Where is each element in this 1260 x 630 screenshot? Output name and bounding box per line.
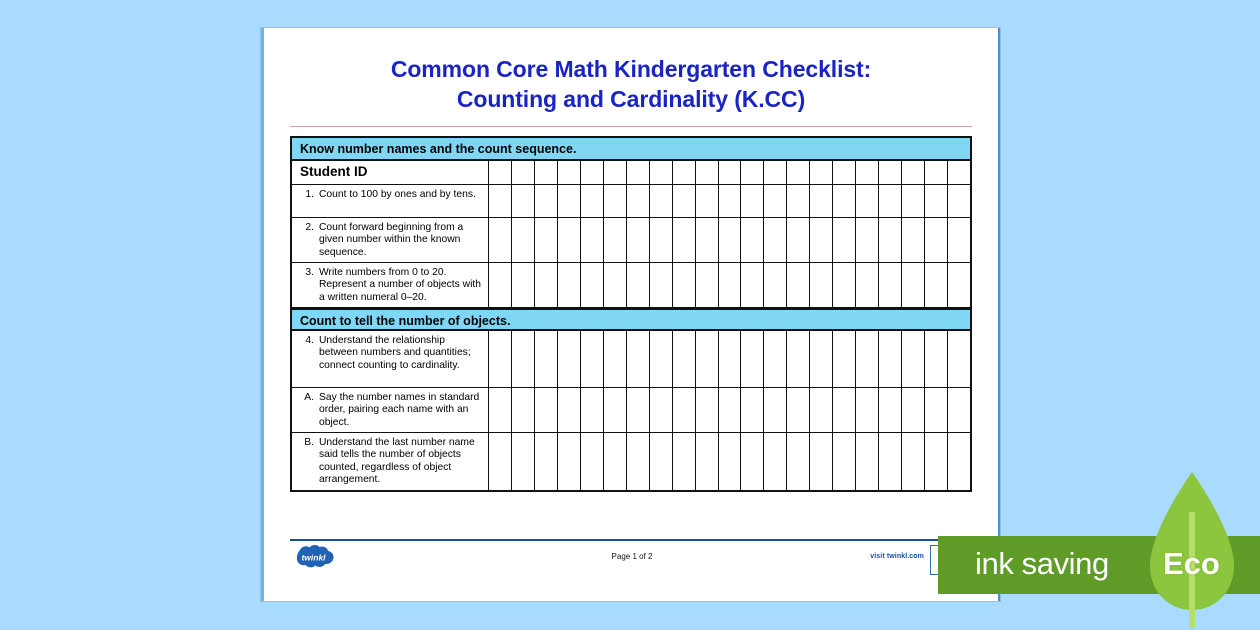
standard-1-number: 1.	[305, 189, 314, 200]
checklist-cell[interactable]	[535, 161, 558, 184]
standard-2-text: Count forward beginning from a given number within the known sequence.	[319, 222, 464, 258]
checklist-cell[interactable]	[627, 185, 650, 217]
checklist-cell[interactable]	[696, 388, 719, 432]
checklist-cell[interactable]	[512, 263, 535, 307]
checklist-cell[interactable]	[535, 331, 558, 387]
checklist-cell[interactable]	[489, 331, 512, 387]
checklist-cell[interactable]	[787, 185, 810, 217]
standard-b-text: Understand the last number name said tells the number of objects counted, regardless of object arrangement.	[319, 437, 475, 486]
checklist-cell[interactable]	[879, 185, 902, 217]
checklist-cell[interactable]	[879, 161, 902, 184]
checklist-cell[interactable]	[719, 331, 742, 387]
title-line-1: Common Core Math Kindergarten Checklist:	[390, 56, 872, 82]
checklist-cell[interactable]	[810, 263, 833, 307]
checklist-cell[interactable]	[925, 331, 948, 387]
checklist-cell[interactable]	[535, 218, 558, 262]
checklist-cell[interactable]	[856, 331, 879, 387]
standard-1-text: Count to 100 by ones and by tens.	[319, 189, 476, 200]
checklist-cell[interactable]	[489, 161, 512, 184]
standard-b-number: B.	[304, 437, 314, 448]
checklist-cell[interactable]	[902, 331, 925, 387]
checklist-cell[interactable]	[558, 331, 581, 387]
checklist-cell[interactable]	[902, 161, 925, 184]
checklist-cell[interactable]	[604, 388, 627, 432]
standard-2-number: 2.	[305, 222, 314, 233]
checklist-cell[interactable]	[650, 433, 673, 490]
checklist-cell[interactable]	[833, 185, 856, 217]
checklist-table	[290, 136, 972, 492]
checklist-cell[interactable]	[856, 263, 879, 307]
visit-link[interactable]: visit twinkl.com	[870, 553, 924, 560]
standard-4-cells	[489, 331, 970, 387]
checklist-cell[interactable]	[650, 185, 673, 217]
checklist-cell[interactable]	[902, 263, 925, 307]
page-footer	[290, 545, 974, 579]
checklist-cell[interactable]	[787, 161, 810, 184]
checklist-cell[interactable]	[512, 331, 535, 387]
checklist-cell[interactable]	[833, 263, 856, 307]
checklist-cell[interactable]	[581, 388, 604, 432]
page-title	[264, 28, 998, 114]
checklist-cell[interactable]	[764, 218, 787, 262]
standard-4-text: Understand the relationship between numbers and quantities; connect counting to cardinality.	[319, 335, 471, 371]
checklist-cell[interactable]	[696, 433, 719, 490]
checklist-cell[interactable]	[764, 433, 787, 490]
checklist-cell[interactable]	[558, 433, 581, 490]
checklist-cell[interactable]	[535, 388, 558, 432]
checklist-cell[interactable]	[948, 263, 970, 307]
section-heading-2: Count to tell the number of objects.	[292, 308, 970, 331]
checklist-cell[interactable]	[948, 185, 970, 217]
footer-divider	[290, 539, 972, 541]
checklist-cell[interactable]	[719, 218, 742, 262]
checklist-cell[interactable]	[787, 388, 810, 432]
checklist-cell[interactable]	[673, 218, 696, 262]
checklist-cell[interactable]	[764, 388, 787, 432]
checklist-cell[interactable]	[902, 185, 925, 217]
table-row-standard-4	[292, 331, 970, 388]
checklist-cell[interactable]	[489, 263, 512, 307]
checklist-cell[interactable]	[741, 218, 764, 262]
checklist-cell[interactable]	[810, 433, 833, 490]
title-line-2: Counting and Cardinality (K.CC)	[456, 86, 806, 112]
checklist-cell[interactable]	[787, 218, 810, 262]
checklist-cell[interactable]	[902, 388, 925, 432]
checklist-cell[interactable]	[741, 263, 764, 307]
checklist-cell[interactable]	[925, 161, 948, 184]
standard-a-text: Say the number names in standard order, pairing each name with an object.	[319, 392, 480, 428]
standard-3-cells	[489, 263, 970, 307]
checklist-cell[interactable]	[833, 218, 856, 262]
checklist-cell[interactable]	[764, 331, 787, 387]
checklist-cell[interactable]	[833, 331, 856, 387]
checklist-cell[interactable]	[741, 185, 764, 217]
table-row-student-id	[292, 161, 970, 185]
checklist-cell[interactable]	[902, 218, 925, 262]
checklist-cell[interactable]	[581, 185, 604, 217]
checklist-cell[interactable]	[650, 388, 673, 432]
checklist-cell[interactable]	[948, 218, 970, 262]
checklist-cell[interactable]	[558, 161, 581, 184]
checklist-cell[interactable]	[558, 218, 581, 262]
checklist-cell[interactable]	[627, 331, 650, 387]
checklist-cell[interactable]	[650, 263, 673, 307]
checklist-cell[interactable]	[925, 433, 948, 490]
checklist-cell[interactable]	[581, 263, 604, 307]
checklist-cell[interactable]	[856, 433, 879, 490]
checklist-cell[interactable]	[925, 388, 948, 432]
checklist-cell[interactable]	[810, 331, 833, 387]
standard-2-cells	[489, 218, 970, 262]
checklist-cell[interactable]	[673, 263, 696, 307]
checklist-cell[interactable]	[719, 433, 742, 490]
checklist-cell[interactable]	[741, 433, 764, 490]
checklist-cell[interactable]	[719, 263, 742, 307]
checklist-cell[interactable]	[696, 218, 719, 262]
checklist-cell[interactable]	[512, 433, 535, 490]
checklist-cell[interactable]	[604, 218, 627, 262]
checklist-cell[interactable]	[673, 185, 696, 217]
standard-a-label	[292, 388, 489, 432]
student-id-cells	[489, 161, 970, 184]
table-row-standard-a	[292, 388, 970, 433]
checklist-cell[interactable]	[604, 185, 627, 217]
checklist-cell[interactable]	[489, 185, 512, 217]
checklist-cell[interactable]	[948, 161, 970, 184]
ink-saving-label: ink saving	[975, 546, 1109, 581]
checklist-cell[interactable]	[696, 263, 719, 307]
checklist-cell[interactable]	[856, 161, 879, 184]
checklist-cell[interactable]	[833, 433, 856, 490]
standard-3-number: 3.	[305, 267, 314, 278]
checklist-cell[interactable]	[627, 263, 650, 307]
table-row-standard-3	[292, 263, 970, 308]
standard-3-label	[292, 263, 489, 307]
checklist-cell[interactable]	[627, 388, 650, 432]
checklist-cell[interactable]	[512, 388, 535, 432]
checklist-cell[interactable]	[581, 218, 604, 262]
checklist-cell[interactable]	[856, 185, 879, 217]
checklist-cell[interactable]	[581, 331, 604, 387]
standard-b-label	[292, 433, 489, 490]
section-heading-1: Know number names and the count sequence.	[292, 138, 970, 161]
checklist-cell[interactable]	[810, 218, 833, 262]
checklist-cell[interactable]	[948, 433, 970, 490]
standard-4-number: 4.	[305, 335, 314, 346]
checklist-cell[interactable]	[696, 185, 719, 217]
standard-4-label	[292, 331, 489, 387]
checklist-cell[interactable]	[650, 331, 673, 387]
checklist-cell[interactable]	[581, 161, 604, 184]
title-divider	[290, 126, 972, 127]
standard-b-cells	[489, 433, 970, 490]
checklist-cell[interactable]	[879, 388, 902, 432]
checklist-cell[interactable]	[879, 263, 902, 307]
checklist-cell[interactable]	[535, 263, 558, 307]
checklist-cell[interactable]	[925, 218, 948, 262]
checklist-cell[interactable]	[879, 433, 902, 490]
checklist-cell[interactable]	[810, 161, 833, 184]
checklist-cell[interactable]	[673, 433, 696, 490]
checklist-cell[interactable]	[879, 218, 902, 262]
eco-label: Eco	[1163, 546, 1220, 581]
page-number: Page 1 of 2	[611, 552, 653, 561]
checklist-cell[interactable]	[719, 161, 742, 184]
checklist-cell[interactable]	[856, 388, 879, 432]
checklist-cell[interactable]	[558, 263, 581, 307]
checklist-cell[interactable]	[627, 433, 650, 490]
checklist-cell[interactable]	[856, 218, 879, 262]
checklist-cell[interactable]	[604, 433, 627, 490]
checklist-cell[interactable]	[764, 185, 787, 217]
checklist-cell[interactable]	[650, 218, 673, 262]
checklist-cell[interactable]	[558, 185, 581, 217]
checklist-cell[interactable]	[764, 263, 787, 307]
standard-a-cells	[489, 388, 970, 432]
checklist-cell[interactable]	[627, 161, 650, 184]
checklist-cell[interactable]	[810, 185, 833, 217]
checklist-cell[interactable]	[741, 161, 764, 184]
checklist-cell[interactable]	[948, 388, 970, 432]
checklist-cell[interactable]	[489, 433, 512, 490]
checklist-cell[interactable]	[489, 388, 512, 432]
checklist-cell[interactable]	[879, 331, 902, 387]
checklist-cell[interactable]	[512, 218, 535, 262]
checklist-cell[interactable]	[948, 331, 970, 387]
table-row-standard-2	[292, 218, 970, 263]
checklist-cell[interactable]	[673, 331, 696, 387]
student-id-label: Student ID	[292, 161, 489, 184]
checklist-cell[interactable]	[741, 388, 764, 432]
checklist-cell[interactable]	[696, 331, 719, 387]
standard-2-label	[292, 218, 489, 262]
checklist-cell[interactable]	[604, 263, 627, 307]
checklist-cell[interactable]	[650, 161, 673, 184]
standard-a-number: A.	[304, 392, 314, 403]
checklist-cell[interactable]	[925, 263, 948, 307]
checklist-cell[interactable]	[512, 161, 535, 184]
checklist-cell[interactable]	[512, 185, 535, 217]
checklist-cell[interactable]	[535, 433, 558, 490]
standard-3-text: Write numbers from 0 to 20. Represent a number of objects with a written numeral 0–20.	[319, 267, 481, 303]
svg-text:twinkl: twinkl	[301, 552, 326, 563]
checklist-cell[interactable]	[696, 161, 719, 184]
table-row-standard-1	[292, 185, 970, 218]
checklist-cell[interactable]	[764, 161, 787, 184]
checklist-cell[interactable]	[741, 331, 764, 387]
checklist-cell[interactable]	[558, 388, 581, 432]
checklist-cell[interactable]	[673, 161, 696, 184]
checklist-cell[interactable]	[787, 331, 810, 387]
checklist-cell[interactable]	[489, 218, 512, 262]
checklist-cell[interactable]	[833, 161, 856, 184]
checklist-cell[interactable]	[673, 388, 696, 432]
checklist-cell[interactable]	[535, 185, 558, 217]
checklist-cell[interactable]	[719, 388, 742, 432]
worksheet-page	[261, 28, 1000, 601]
standard-1-cells	[489, 185, 970, 217]
checklist-cell[interactable]	[719, 185, 742, 217]
table-row-standard-b	[292, 433, 970, 490]
checklist-cell[interactable]	[581, 433, 604, 490]
checklist-cell[interactable]	[604, 331, 627, 387]
standard-1-label	[292, 185, 489, 217]
checklist-cell[interactable]	[902, 433, 925, 490]
checklist-cell[interactable]	[604, 161, 627, 184]
checklist-cell[interactable]	[787, 263, 810, 307]
checklist-cell[interactable]	[833, 388, 856, 432]
checklist-cell[interactable]	[810, 388, 833, 432]
checklist-cell[interactable]	[925, 185, 948, 217]
checklist-cell[interactable]	[627, 218, 650, 262]
checklist-cell[interactable]	[787, 433, 810, 490]
